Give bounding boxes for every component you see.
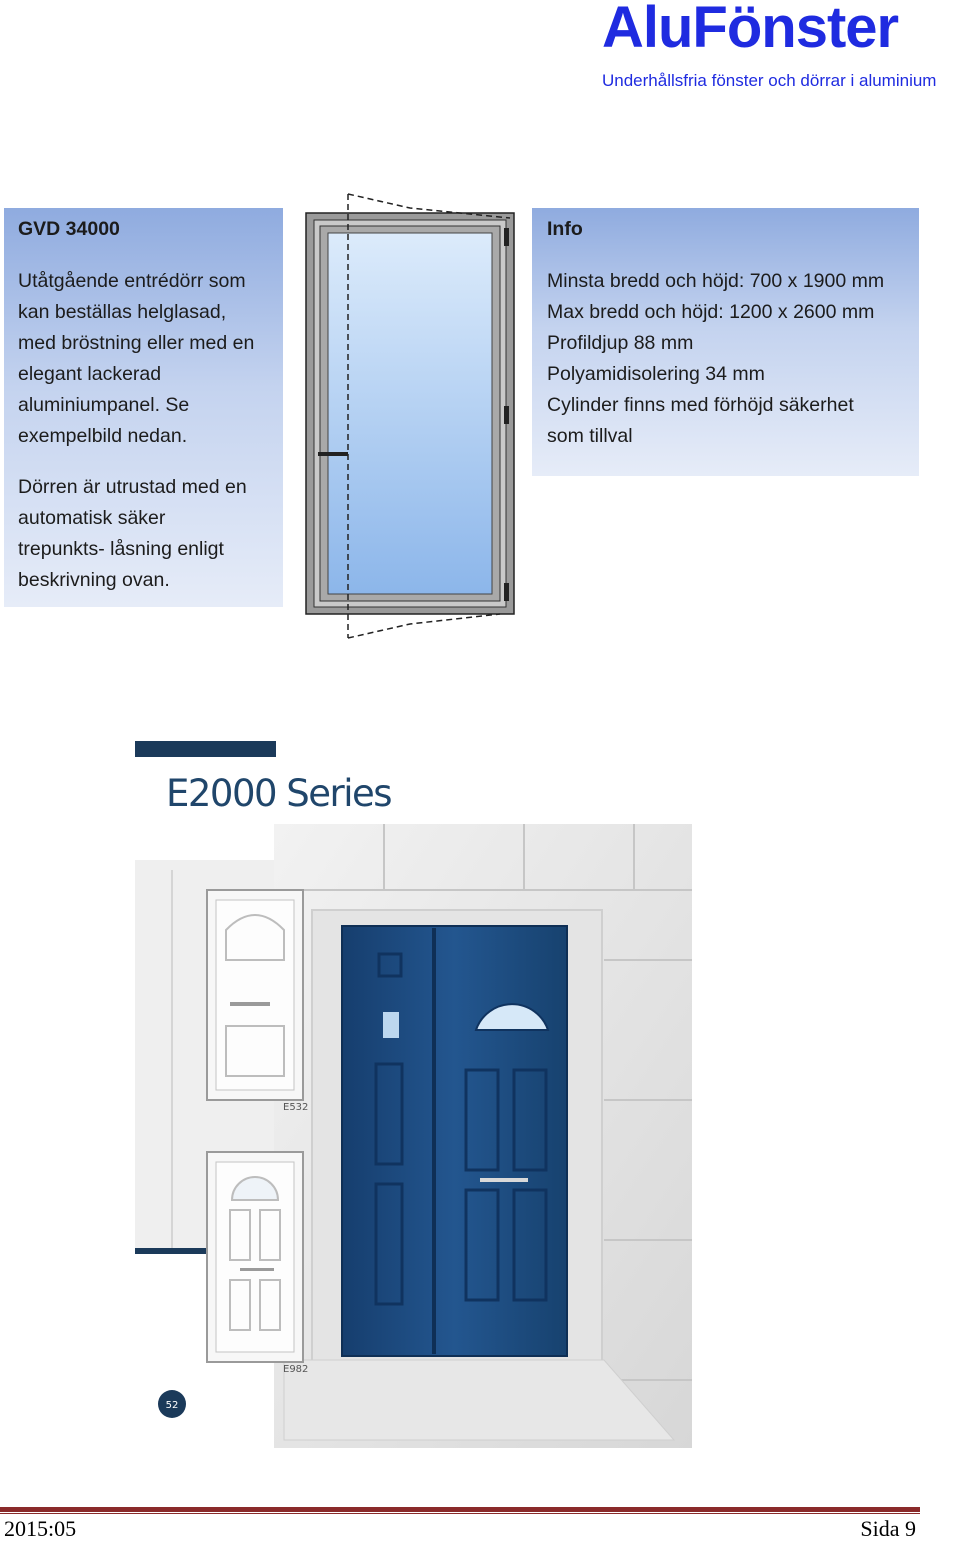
text-line: med bröstning eller med en	[18, 332, 255, 354]
text-line: aluminiumpanel. Se	[18, 394, 190, 416]
text-line: beskrivning ovan.	[18, 569, 170, 591]
text-line: Dörren är utrustad med en	[18, 476, 247, 498]
model-code-top: E532	[283, 1102, 309, 1113]
text-line: trepunkts- låsning enligt	[18, 538, 224, 560]
text-line: elegant lackerad	[18, 363, 162, 385]
description-paragraph-2	[18, 472, 280, 596]
hinge-icon	[504, 228, 509, 246]
catalog-page-number: 52	[165, 1400, 179, 1411]
info-line: Profildjup 88 mm	[547, 332, 694, 354]
text-line: exempelbild nedan.	[18, 425, 188, 447]
hinge-icon	[504, 583, 509, 601]
model-code-bottom: E982	[283, 1364, 309, 1375]
handle-icon	[318, 452, 348, 456]
footer-date: 2015:05	[4, 1516, 77, 1541]
brand-name: AluFönster	[602, 0, 899, 60]
info-line: Max bredd och höjd: 1200 x 2600 mm	[547, 301, 875, 323]
footer-page: Sida 9	[860, 1516, 916, 1541]
text-line: automatisk säker	[18, 507, 166, 529]
door-thumbnail-bottom	[207, 1152, 303, 1362]
footer-rule-thin	[0, 1513, 920, 1514]
info-heading: Info	[547, 218, 583, 240]
info-line: Minsta bredd och höjd: 700 x 1900 mm	[547, 270, 885, 292]
info-text	[547, 214, 917, 452]
catalog-image	[134, 740, 692, 1448]
footer-rule	[0, 1507, 920, 1512]
door-drawing	[300, 188, 522, 644]
door-handle-icon	[480, 1178, 528, 1182]
info-line: Polyamidisolering 34 mm	[547, 363, 765, 385]
hinge-icon	[504, 406, 509, 424]
info-line: Cylinder finns med förhöjd säkerhet	[547, 394, 854, 416]
text-line: Utåtgående entrédörr som	[18, 270, 246, 292]
product-code: GVD 34000	[18, 218, 120, 240]
text-line: kan beställas helglasad,	[18, 301, 227, 323]
glass-pane	[328, 233, 492, 594]
title-bar	[135, 741, 276, 757]
door-thumbnail-top	[207, 890, 303, 1100]
info-line: som tillval	[547, 425, 633, 447]
catalog-title: E2000 Series	[166, 772, 392, 815]
brand-tagline: Underhållsfria fönster och dörrar i aluminium	[602, 71, 937, 90]
description-text	[18, 214, 280, 596]
description-paragraph-1	[18, 266, 280, 452]
